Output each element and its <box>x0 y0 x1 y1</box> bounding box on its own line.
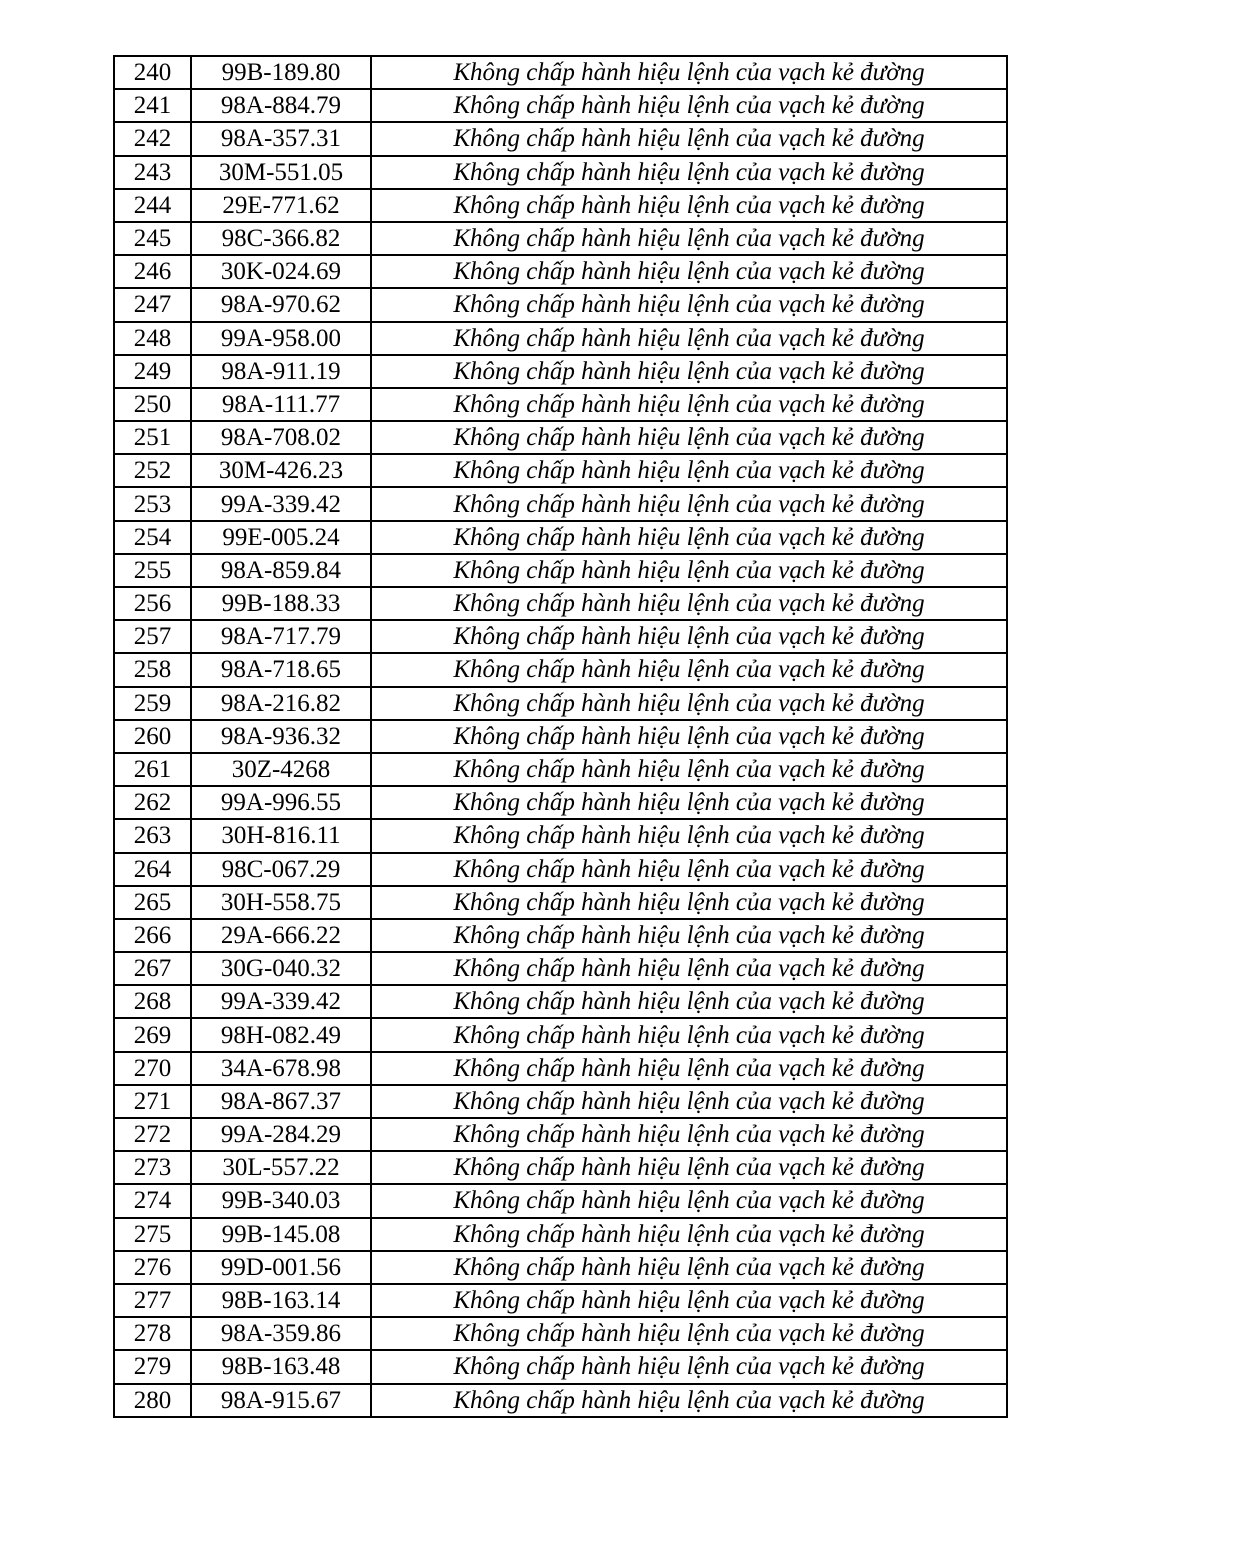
table-row <box>114 1284 1007 1317</box>
license-plate-cell: 98B-163.14 <box>191 1284 371 1317</box>
license-plate-cell: 99E-005.24 <box>191 521 371 554</box>
row-number-cell: 276 <box>114 1251 191 1284</box>
row-number-cell: 267 <box>114 952 191 985</box>
license-plate-cell: 29A-666.22 <box>191 919 371 952</box>
license-plate-cell: 99B-145.08 <box>191 1218 371 1251</box>
table-row <box>114 819 1007 852</box>
table-row <box>114 122 1007 155</box>
violation-cell: Không chấp hành hiệu lệnh của vạch kẻ đường <box>371 421 1007 454</box>
license-plate-cell: 98A-867.37 <box>191 1085 371 1118</box>
violation-cell: Không chấp hành hiệu lệnh của vạch kẻ đường <box>371 1151 1007 1184</box>
table-row <box>114 952 1007 985</box>
table-row <box>114 853 1007 886</box>
violation-cell: Không chấp hành hiệu lệnh của vạch kẻ đường <box>371 653 1007 686</box>
license-plate-cell: 98B-163.48 <box>191 1350 371 1383</box>
row-number-cell: 264 <box>114 853 191 886</box>
license-plate-cell: 30M-426.23 <box>191 454 371 487</box>
license-plate-cell: 98A-884.79 <box>191 89 371 122</box>
table-row <box>114 355 1007 388</box>
row-number-cell: 259 <box>114 687 191 720</box>
table-row <box>114 1151 1007 1184</box>
violation-cell: Không chấp hành hiệu lệnh của vạch kẻ đường <box>371 886 1007 919</box>
table-row <box>114 620 1007 653</box>
license-plate-cell: 98A-359.86 <box>191 1317 371 1350</box>
license-plate-cell: 99A-284.29 <box>191 1118 371 1151</box>
violation-cell: Không chấp hành hiệu lệnh của vạch kẻ đường <box>371 786 1007 819</box>
row-number-cell: 263 <box>114 819 191 852</box>
table-row <box>114 388 1007 421</box>
row-number-cell: 260 <box>114 720 191 753</box>
violation-cell: Không chấp hành hiệu lệnh của vạch kẻ đường <box>371 388 1007 421</box>
violation-cell: Không chấp hành hiệu lệnh của vạch kẻ đường <box>371 1118 1007 1151</box>
license-plate-cell: 98C-067.29 <box>191 853 371 886</box>
table-row <box>114 421 1007 454</box>
table-row <box>114 454 1007 487</box>
license-plate-cell: 30L-557.22 <box>191 1151 371 1184</box>
row-number-cell: 249 <box>114 355 191 388</box>
violation-cell: Không chấp hành hiệu lệnh của vạch kẻ đường <box>371 255 1007 288</box>
row-number-cell: 252 <box>114 454 191 487</box>
license-plate-cell: 30M-551.05 <box>191 156 371 189</box>
row-number-cell: 258 <box>114 653 191 686</box>
violation-cell: Không chấp hành hiệu lệnh của vạch kẻ đường <box>371 720 1007 753</box>
row-number-cell: 266 <box>114 919 191 952</box>
license-plate-cell: 98A-915.67 <box>191 1384 371 1417</box>
row-number-cell: 274 <box>114 1184 191 1217</box>
table-row <box>114 886 1007 919</box>
violation-cell: Không chấp hành hiệu lệnh của vạch kẻ đường <box>371 288 1007 321</box>
violation-cell: Không chấp hành hiệu lệnh của vạch kẻ đường <box>371 222 1007 255</box>
table-row <box>114 587 1007 620</box>
table-row <box>114 1184 1007 1217</box>
row-number-cell: 278 <box>114 1317 191 1350</box>
row-number-cell: 248 <box>114 322 191 355</box>
license-plate-cell: 99D-001.56 <box>191 1251 371 1284</box>
violation-cell: Không chấp hành hiệu lệnh của vạch kẻ đường <box>371 1218 1007 1251</box>
violation-cell: Không chấp hành hiệu lệnh của vạch kẻ đường <box>371 952 1007 985</box>
table-row <box>114 653 1007 686</box>
row-number-cell: 262 <box>114 786 191 819</box>
license-plate-cell: 98A-911.19 <box>191 355 371 388</box>
violation-cell: Không chấp hành hiệu lệnh của vạch kẻ đường <box>371 620 1007 653</box>
table-row <box>114 1085 1007 1118</box>
violation-cell: Không chấp hành hiệu lệnh của vạch kẻ đường <box>371 56 1007 89</box>
row-number-cell: 268 <box>114 985 191 1018</box>
row-number-cell: 272 <box>114 1118 191 1151</box>
row-number-cell: 241 <box>114 89 191 122</box>
table-row <box>114 255 1007 288</box>
violation-cell: Không chấp hành hiệu lệnh của vạch kẻ đường <box>371 1350 1007 1383</box>
license-plate-cell: 98A-357.31 <box>191 122 371 155</box>
table-row <box>114 1018 1007 1051</box>
violation-cell: Không chấp hành hiệu lệnh của vạch kẻ đường <box>371 1317 1007 1350</box>
license-plate-cell: 30H-816.11 <box>191 819 371 852</box>
license-plate-cell: 98A-708.02 <box>191 421 371 454</box>
row-number-cell: 251 <box>114 421 191 454</box>
violation-cell: Không chấp hành hiệu lệnh của vạch kẻ đường <box>371 919 1007 952</box>
row-number-cell: 247 <box>114 288 191 321</box>
violation-cell: Không chấp hành hiệu lệnh của vạch kẻ đường <box>371 1251 1007 1284</box>
violation-cell: Không chấp hành hiệu lệnh của vạch kẻ đường <box>371 1384 1007 1417</box>
table-row <box>114 1384 1007 1417</box>
license-plate-cell: 99A-996.55 <box>191 786 371 819</box>
violation-cell: Không chấp hành hiệu lệnh của vạch kẻ đường <box>371 454 1007 487</box>
row-number-cell: 273 <box>114 1151 191 1184</box>
violation-cell: Không chấp hành hiệu lệnh của vạch kẻ đường <box>371 1085 1007 1118</box>
table-row <box>114 322 1007 355</box>
license-plate-cell: 98A-936.32 <box>191 720 371 753</box>
table-row <box>114 156 1007 189</box>
table-row <box>114 753 1007 786</box>
table-row <box>114 687 1007 720</box>
violation-cell: Không chấp hành hiệu lệnh của vạch kẻ đường <box>371 1052 1007 1085</box>
table-row <box>114 985 1007 1018</box>
row-number-cell: 240 <box>114 56 191 89</box>
table-row <box>114 1251 1007 1284</box>
table-row <box>114 1118 1007 1151</box>
table-body <box>114 56 1007 1417</box>
license-plate-cell: 98A-718.65 <box>191 653 371 686</box>
violation-cell: Không chấp hành hiệu lệnh của vạch kẻ đường <box>371 122 1007 155</box>
table-row <box>114 56 1007 89</box>
row-number-cell: 253 <box>114 487 191 520</box>
row-number-cell: 275 <box>114 1218 191 1251</box>
row-number-cell: 245 <box>114 222 191 255</box>
violation-cell: Không chấp hành hiệu lệnh của vạch kẻ đường <box>371 687 1007 720</box>
row-number-cell: 255 <box>114 554 191 587</box>
license-plate-cell: 30G-040.32 <box>191 952 371 985</box>
table-row <box>114 89 1007 122</box>
license-plate-cell: 99A-339.42 <box>191 985 371 1018</box>
license-plate-cell: 98C-366.82 <box>191 222 371 255</box>
violation-cell: Không chấp hành hiệu lệnh của vạch kẻ đường <box>371 189 1007 222</box>
table-row <box>114 487 1007 520</box>
license-plate-cell: 98A-859.84 <box>191 554 371 587</box>
license-plate-cell: 99A-339.42 <box>191 487 371 520</box>
violation-cell: Không chấp hành hiệu lệnh của vạch kẻ đường <box>371 853 1007 886</box>
table-row <box>114 1218 1007 1251</box>
license-plate-cell: 98A-717.79 <box>191 620 371 653</box>
license-plate-cell: 98A-970.62 <box>191 288 371 321</box>
table-row <box>114 521 1007 554</box>
table-row <box>114 288 1007 321</box>
row-number-cell: 269 <box>114 1018 191 1051</box>
table-row <box>114 786 1007 819</box>
violation-cell: Không chấp hành hiệu lệnh của vạch kẻ đường <box>371 753 1007 786</box>
license-plate-cell: 98H-082.49 <box>191 1018 371 1051</box>
row-number-cell: 256 <box>114 587 191 620</box>
table-row <box>114 1052 1007 1085</box>
table-row <box>114 189 1007 222</box>
row-number-cell: 280 <box>114 1384 191 1417</box>
row-number-cell: 265 <box>114 886 191 919</box>
row-number-cell: 250 <box>114 388 191 421</box>
row-number-cell: 242 <box>114 122 191 155</box>
license-plate-cell: 98A-216.82 <box>191 687 371 720</box>
violation-cell: Không chấp hành hiệu lệnh của vạch kẻ đường <box>371 156 1007 189</box>
row-number-cell: 270 <box>114 1052 191 1085</box>
violation-cell: Không chấp hành hiệu lệnh của vạch kẻ đường <box>371 554 1007 587</box>
row-number-cell: 254 <box>114 521 191 554</box>
violation-cell: Không chấp hành hiệu lệnh của vạch kẻ đường <box>371 1184 1007 1217</box>
license-plate-cell: 29E-771.62 <box>191 189 371 222</box>
license-plate-cell: 30Z-4268 <box>191 753 371 786</box>
violation-cell: Không chấp hành hiệu lệnh của vạch kẻ đường <box>371 985 1007 1018</box>
violation-cell: Không chấp hành hiệu lệnh của vạch kẻ đường <box>371 1284 1007 1317</box>
license-plate-cell: 30K-024.69 <box>191 255 371 288</box>
row-number-cell: 271 <box>114 1085 191 1118</box>
table-row <box>114 720 1007 753</box>
license-plate-cell: 99B-340.03 <box>191 1184 371 1217</box>
table-row <box>114 222 1007 255</box>
violation-cell: Không chấp hành hiệu lệnh của vạch kẻ đường <box>371 487 1007 520</box>
license-plate-cell: 30H-558.75 <box>191 886 371 919</box>
table-row <box>114 1317 1007 1350</box>
violation-cell: Không chấp hành hiệu lệnh của vạch kẻ đường <box>371 521 1007 554</box>
violation-cell: Không chấp hành hiệu lệnh của vạch kẻ đường <box>371 587 1007 620</box>
violation-cell: Không chấp hành hiệu lệnh của vạch kẻ đường <box>371 1018 1007 1051</box>
license-plate-cell: 99B-188.33 <box>191 587 371 620</box>
row-number-cell: 246 <box>114 255 191 288</box>
violation-table <box>113 55 1008 1418</box>
row-number-cell: 257 <box>114 620 191 653</box>
row-number-cell: 243 <box>114 156 191 189</box>
license-plate-cell: 99A-958.00 <box>191 322 371 355</box>
row-number-cell: 244 <box>114 189 191 222</box>
violation-cell: Không chấp hành hiệu lệnh của vạch kẻ đường <box>371 322 1007 355</box>
violation-cell: Không chấp hành hiệu lệnh của vạch kẻ đường <box>371 355 1007 388</box>
violation-cell: Không chấp hành hiệu lệnh của vạch kẻ đường <box>371 89 1007 122</box>
row-number-cell: 277 <box>114 1284 191 1317</box>
table-row <box>114 554 1007 587</box>
license-plate-cell: 34A-678.98 <box>191 1052 371 1085</box>
violation-cell: Không chấp hành hiệu lệnh của vạch kẻ đường <box>371 819 1007 852</box>
license-plate-cell: 99B-189.80 <box>191 56 371 89</box>
license-plate-cell: 98A-111.77 <box>191 388 371 421</box>
table-row <box>114 1350 1007 1383</box>
table-row <box>114 919 1007 952</box>
row-number-cell: 261 <box>114 753 191 786</box>
row-number-cell: 279 <box>114 1350 191 1383</box>
